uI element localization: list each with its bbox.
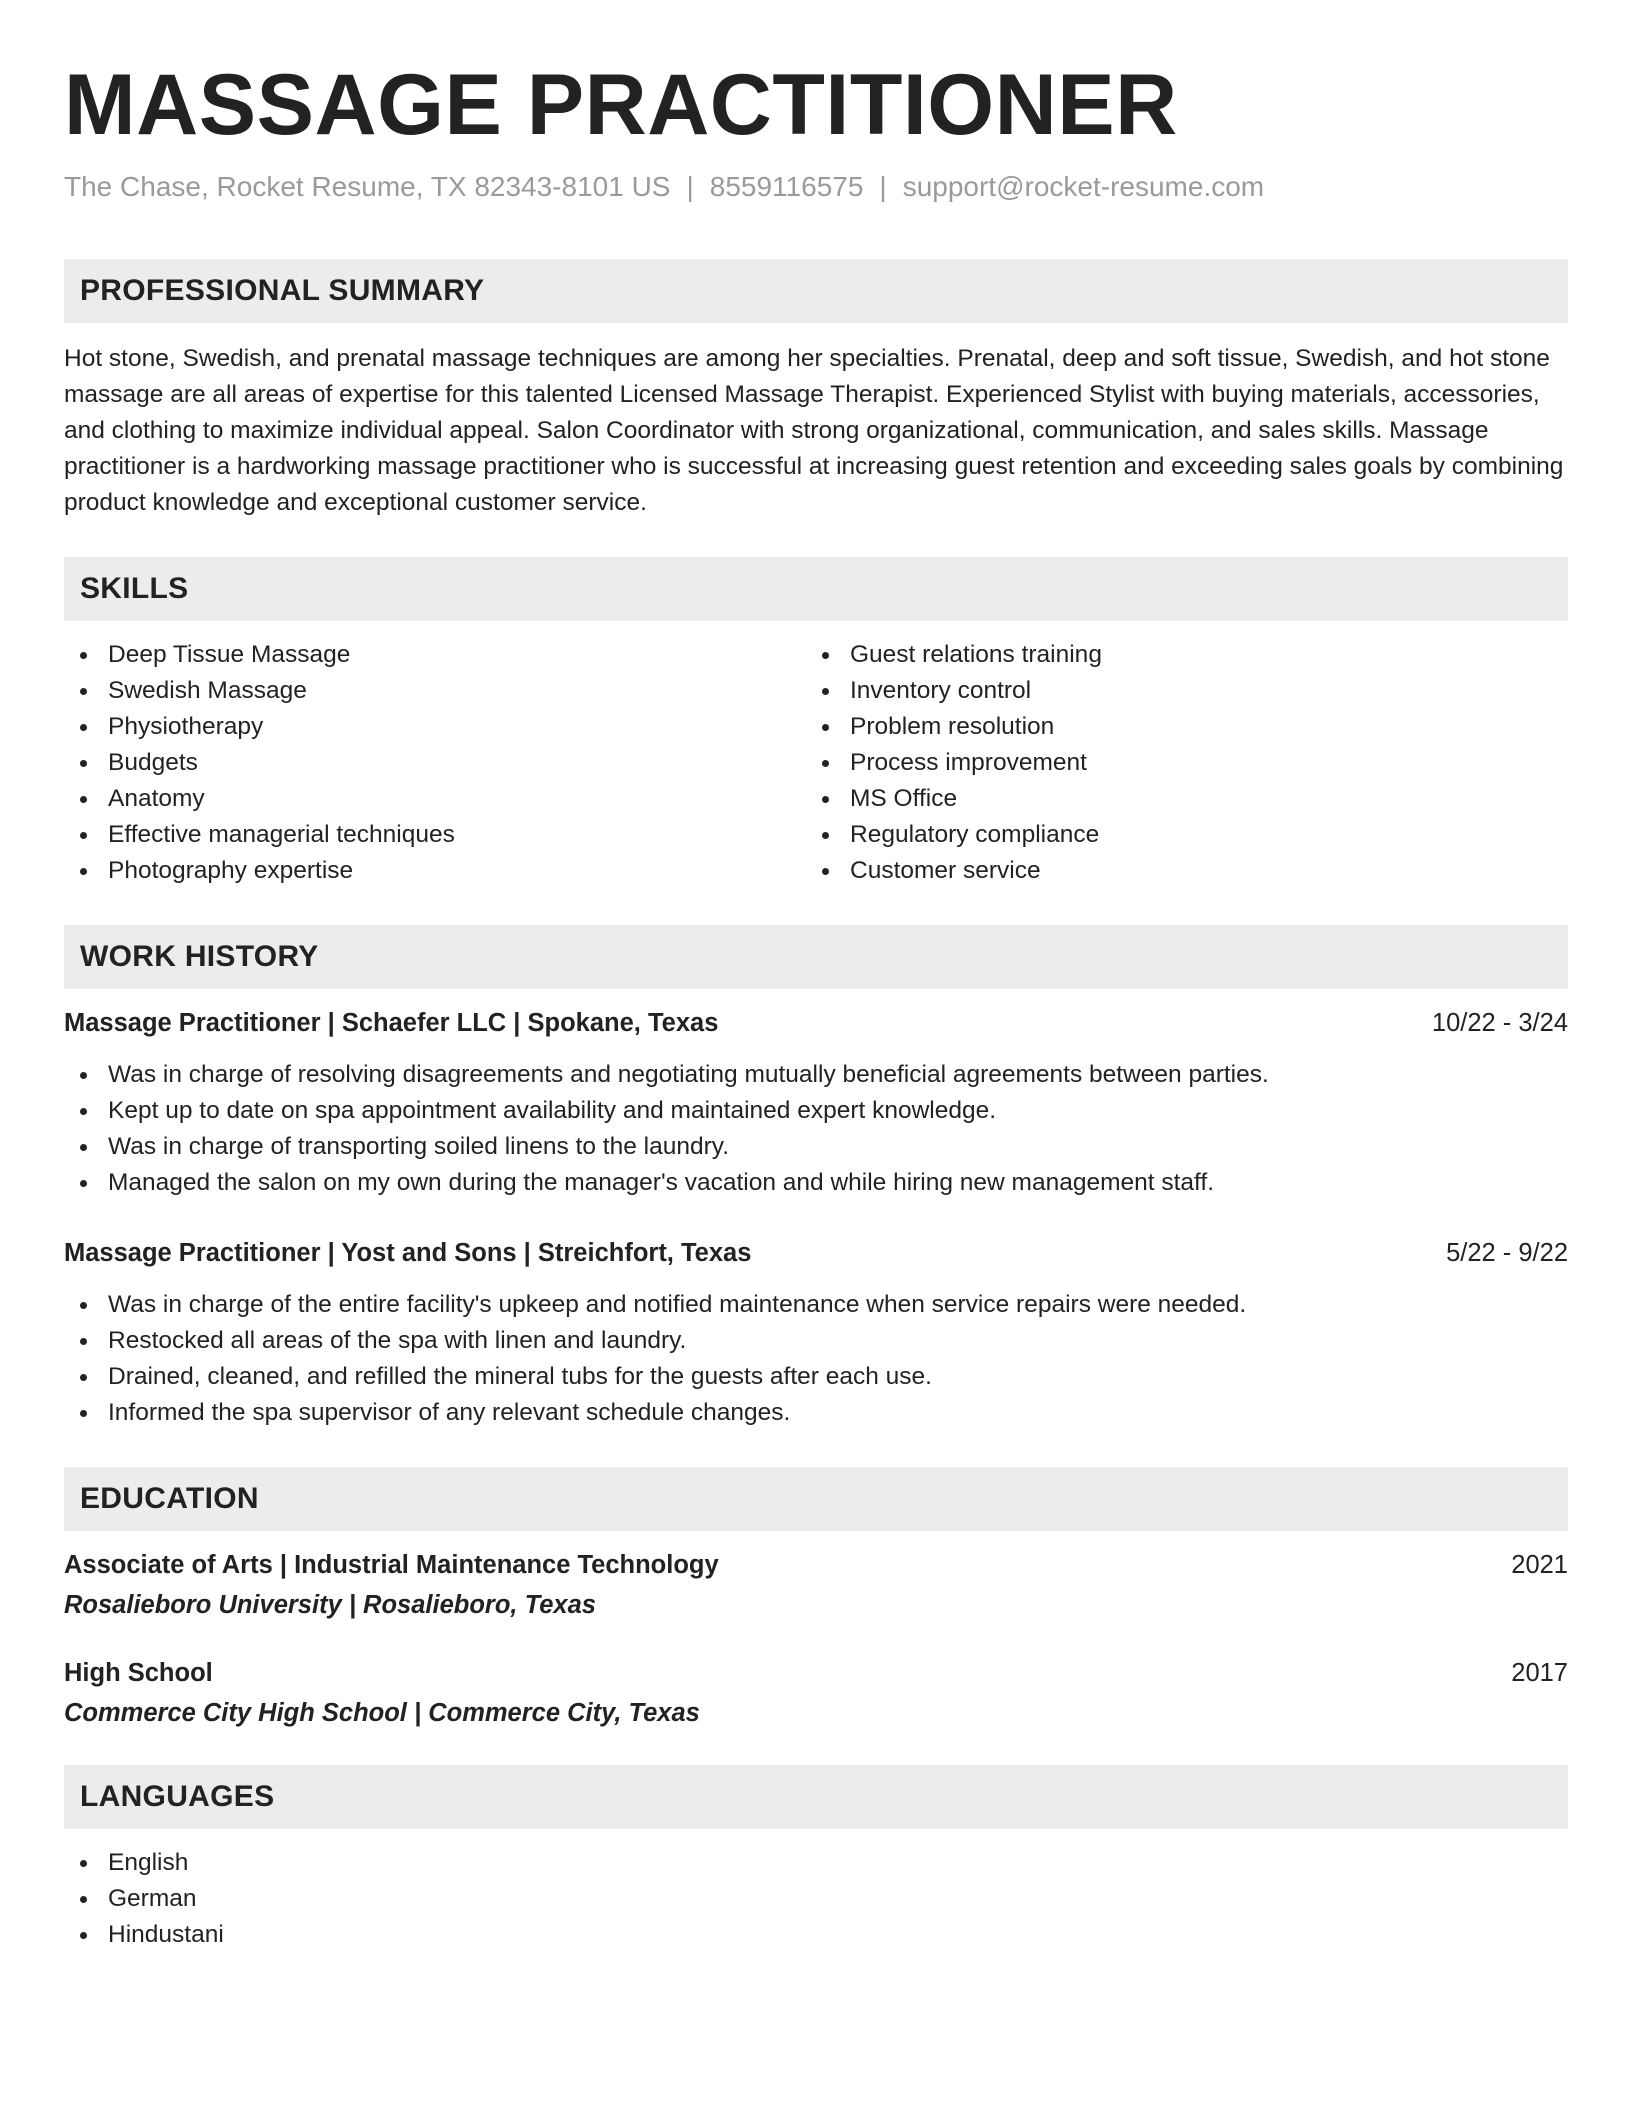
- contact-line: [64, 171, 1568, 203]
- section-title: WORK HISTORY: [80, 939, 319, 973]
- section-title: LANGUAGES: [80, 1779, 275, 1813]
- skill-item: Inventory control: [816, 673, 1568, 709]
- job-duties: [64, 1057, 1568, 1201]
- education-header: [64, 1655, 1568, 1691]
- contact-separator: |: [879, 170, 887, 202]
- skills-grid: [64, 621, 1568, 889]
- skill-item: Regulatory compliance: [816, 817, 1568, 853]
- education-school: Rosalieboro University | Rosalieboro, Texas: [64, 1590, 596, 1619]
- job-duty: Was in charge of the entire facility's upkeep and notified maintenance when service repairs were needed.: [64, 1287, 1568, 1323]
- job-duty: Drained, cleaned, and refilled the mineral tubs for the guests after each use.: [64, 1359, 1568, 1395]
- job-duty: Informed the spa supervisor of any relevant schedule changes.: [64, 1395, 1568, 1431]
- education-degree: High School: [64, 1658, 213, 1687]
- job-duty: Was in charge of transporting soiled linens to the laundry.: [64, 1129, 1568, 1165]
- education-year: 2017: [1511, 1658, 1568, 1687]
- skill-item: Process improvement: [816, 745, 1568, 781]
- contact-address: The Chase, Rocket Resume, TX 82343-8101 US: [64, 170, 671, 202]
- education-school: Commerce City High School | Commerce City, Texas: [64, 1698, 700, 1727]
- section-header-summary: [64, 259, 1568, 323]
- section-header-skills: [64, 557, 1568, 621]
- skill-item: MS Office: [816, 781, 1568, 817]
- skill-item: Swedish Massage: [64, 673, 816, 709]
- skill-item: Deep Tissue Massage: [64, 637, 816, 673]
- skill-item: Guest relations training: [816, 637, 1568, 673]
- job-dates: 10/22 - 3/24: [1431, 1008, 1568, 1037]
- skill-item: Customer service: [816, 853, 1568, 889]
- job-duty: Kept up to date on spa appointment availability and maintained expert knowledge.: [64, 1093, 1568, 1129]
- contact-email: support@rocket-resume.com: [902, 170, 1265, 202]
- skill-item: Physiotherapy: [64, 709, 816, 745]
- section-title: SKILLS: [80, 571, 189, 605]
- job-title: Massage Practitioner | Yost and Sons | Streichfort, Texas: [64, 1238, 752, 1267]
- language-item: Hindustani: [64, 1917, 1568, 1953]
- skill-item: Budgets: [64, 745, 816, 781]
- skill-item: Photography expertise: [64, 853, 816, 889]
- education-year: 2021: [1511, 1550, 1568, 1579]
- summary-text: Hot stone, Swedish, and prenatal massage techniques are among her specialties. Prenatal, deep and soft tissue, Swedish, and hot stone massage are all areas of expertise for this talented Licensed Massage Therapist. Experienced Stylist with buying materials, accessories, and clothing to maximize individual appeal. Salon Coordinator with strong organizational, communication, and sales skills. Massage practitioner is a hardworking massage practitioner who is successful at increasing guest retention and exceeding sales goals by combining product knowledge and exceptional customer service.: [64, 344, 1564, 516]
- candidate-name: MASSAGE PRACTITIONER: [64, 57, 1178, 153]
- education-header: [64, 1547, 1568, 1583]
- languages-list: [64, 1845, 1568, 1953]
- job-duties: [64, 1287, 1568, 1431]
- section-header-work-history: [64, 925, 1568, 989]
- section-title: EDUCATION: [80, 1481, 259, 1515]
- job-header: [64, 1235, 1568, 1271]
- education-degree: Associate of Arts | Industrial Maintenance Technology: [64, 1550, 719, 1579]
- job-header: [64, 1005, 1568, 1041]
- skills-list-left: [64, 637, 816, 889]
- job-dates: 5/22 - 9/22: [1446, 1238, 1568, 1267]
- job-title: Massage Practitioner | Schaefer LLC | Spokane, Texas: [64, 1008, 719, 1037]
- language-item: English: [64, 1845, 1568, 1881]
- section-header-education: [64, 1467, 1568, 1531]
- language-item: German: [64, 1881, 1568, 1917]
- job-duty: Was in charge of resolving disagreements and negotiating mutually beneficial agreements between parties.: [64, 1057, 1568, 1093]
- skill-item: Problem resolution: [816, 709, 1568, 745]
- skill-item: Anatomy: [64, 781, 816, 817]
- section-header-languages: [64, 1765, 1568, 1829]
- job-duty: Restocked all areas of the spa with linen and laundry.: [64, 1323, 1568, 1359]
- job-duty: Managed the salon on my own during the manager's vacation and while hiring new management staff.: [64, 1165, 1568, 1201]
- contact-phone: 8559116575: [709, 170, 864, 202]
- contact-separator: |: [686, 170, 694, 202]
- section-title: PROFESSIONAL SUMMARY: [80, 273, 485, 307]
- skill-item: Effective managerial techniques: [64, 817, 816, 853]
- skills-list-right: [816, 637, 1568, 889]
